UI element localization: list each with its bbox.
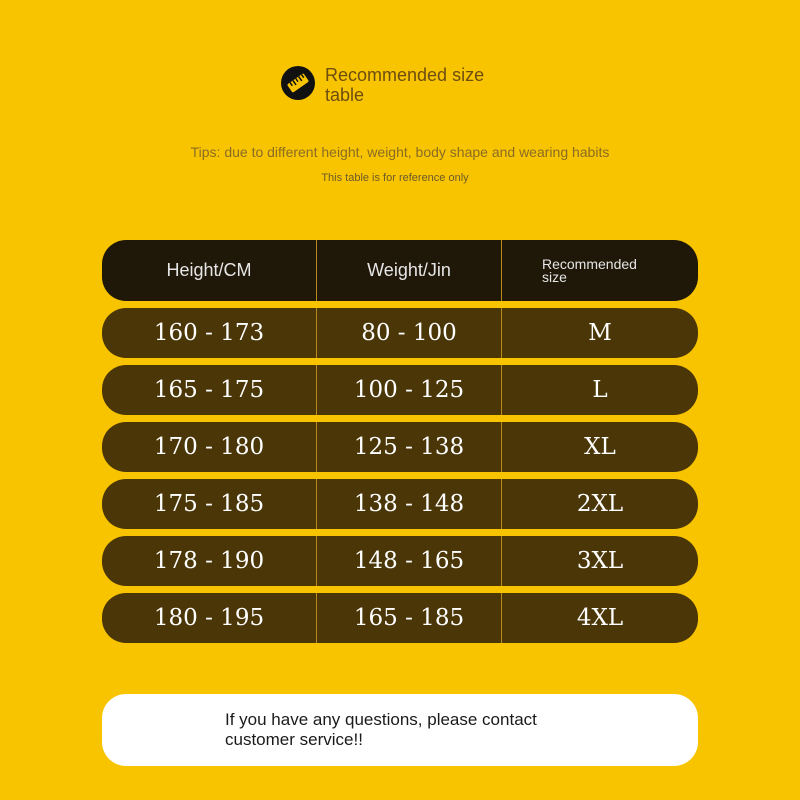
- weight-cell: 80 - 100: [317, 308, 502, 358]
- reference-note: This table is for reference only: [321, 172, 469, 184]
- weight-cell: 125 - 138: [317, 422, 502, 472]
- contact-message: If you have any questions, please contact customer service!!: [225, 710, 537, 749]
- header-weight: Weight/Jin: [317, 240, 502, 301]
- size-cell: XL: [584, 434, 616, 460]
- size-cell: 4XL: [576, 605, 624, 631]
- height-cell: 180 - 195: [102, 593, 317, 643]
- page-title: Recommended size table: [325, 65, 485, 105]
- size-cell: 3XL: [576, 548, 624, 574]
- header-height: Height/CM: [102, 240, 317, 301]
- table-row: [102, 422, 698, 472]
- table-row: [102, 308, 698, 358]
- size-cell: 2XL: [576, 491, 624, 517]
- table-row: [102, 536, 698, 586]
- size-cell: L: [592, 377, 608, 403]
- table-header-row: [102, 240, 698, 301]
- table-row: [102, 365, 698, 415]
- table-row: [102, 593, 698, 643]
- weight-cell: 148 - 165: [317, 536, 502, 586]
- ruler-icon: [280, 65, 316, 101]
- header-recommended-size: [502, 240, 698, 301]
- contact-box: [102, 694, 698, 766]
- weight-cell: 100 - 125: [317, 365, 502, 415]
- height-cell: 178 - 190: [102, 536, 317, 586]
- title-block: [280, 63, 540, 107]
- header-recommended-size-label: Recommended size: [542, 255, 637, 285]
- weight-cell: 165 - 185: [317, 593, 502, 643]
- weight-cell: 138 - 148: [317, 479, 502, 529]
- table-row: [102, 479, 698, 529]
- height-cell: 160 - 173: [102, 308, 317, 358]
- height-cell: 165 - 175: [102, 365, 317, 415]
- size-cell: M: [588, 320, 612, 346]
- height-cell: 175 - 185: [102, 479, 317, 529]
- height-cell: 170 - 180: [102, 422, 317, 472]
- tips-text: Tips: due to different height, weight, body shape and wearing habits: [190, 144, 610, 160]
